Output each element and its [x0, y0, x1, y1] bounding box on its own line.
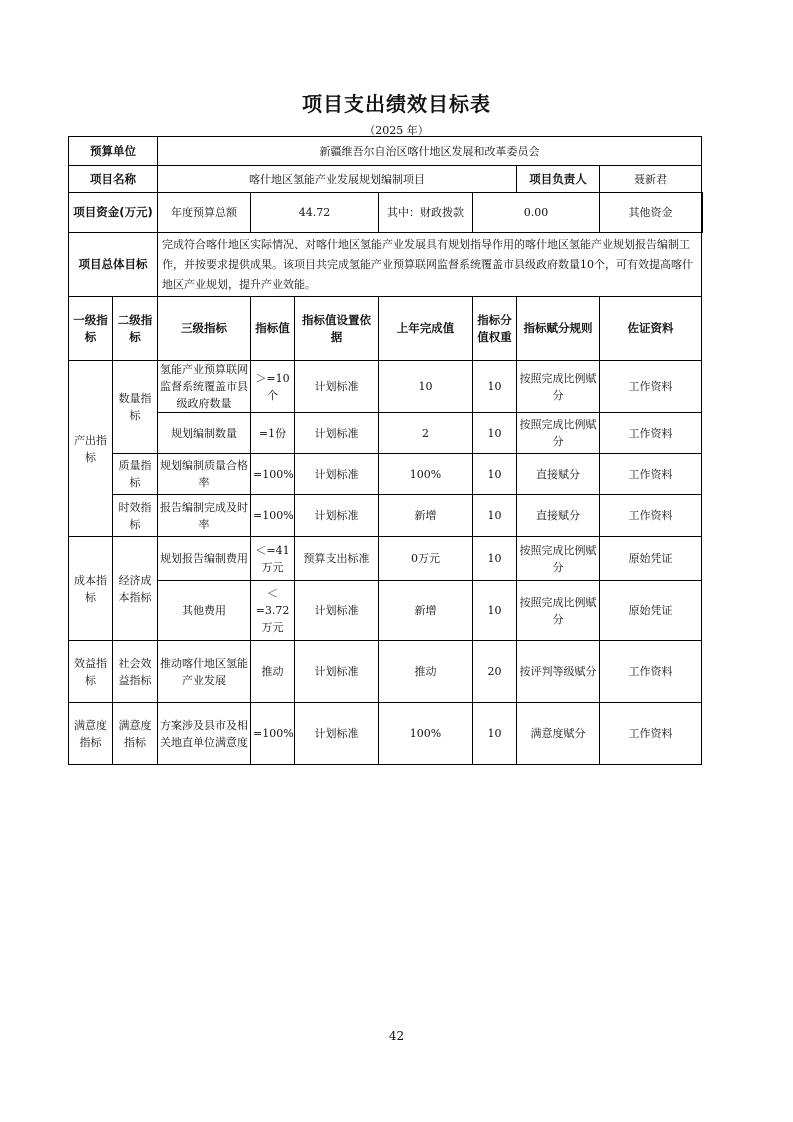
- last-year-cell: 新增: [379, 581, 473, 641]
- evidence-cell: 工作资料: [600, 361, 702, 413]
- indicator-cell: 规划编制质量合格率: [158, 454, 251, 495]
- evidence-cell: 工作资料: [600, 641, 702, 703]
- unit-value: 新疆维吾尔自治区喀什地区发展和改革委员会: [158, 137, 702, 166]
- evidence-cell: 原始凭证: [600, 581, 702, 641]
- header-level3: 三级指标: [158, 297, 251, 361]
- indicator-cell: 规划报告编制费用: [158, 537, 251, 581]
- table-row: [69, 641, 703, 703]
- page-title: 项目支出绩效目标表: [302, 92, 491, 116]
- value-cell: =100%: [251, 703, 295, 765]
- last-year-cell: 推动: [379, 641, 473, 703]
- last-year-cell: 2: [379, 413, 473, 454]
- basis-cell: 计划标准: [295, 495, 379, 537]
- header-level2: 二级指标: [113, 297, 158, 361]
- last-year-cell: 新增: [379, 495, 473, 537]
- unit-label: 预算单位: [69, 137, 158, 166]
- basis-cell: 计划标准: [295, 641, 379, 703]
- project-label: 项目名称: [69, 166, 158, 193]
- page-number: 42: [388, 1029, 405, 1043]
- group-output: 产出指标: [69, 361, 113, 537]
- last-year-cell: 0万元: [379, 537, 473, 581]
- last-year-cell: 100%: [379, 703, 473, 765]
- group-satisfaction-sub: 满意度指标: [113, 703, 158, 765]
- indicator-cell: 方案涉及县市及相关地直单位满意度: [158, 703, 251, 765]
- rule-cell: 按评判等级赋分: [517, 641, 600, 703]
- fiscal-value: 0.00: [473, 193, 600, 233]
- evidence-cell: 工作资料: [600, 495, 702, 537]
- weight-cell: 10: [473, 581, 517, 641]
- basis-cell: 计划标准: [295, 413, 379, 454]
- project-value: 喀什地区氢能产业发展规划编制项目: [158, 166, 517, 193]
- last-year-cell: 100%: [379, 454, 473, 495]
- indicator-cell: 报告编制完成及时率: [158, 495, 251, 537]
- header-value: 指标值: [251, 297, 295, 361]
- header-level1: 一级指标: [69, 297, 113, 361]
- weight-cell: 10: [473, 703, 517, 765]
- other-label: 其他资金: [600, 193, 702, 233]
- header-evidence: 佐证资料: [600, 297, 702, 361]
- indicator-cell: 推动喀什地区氢能产业发展: [158, 641, 251, 703]
- indicator-cell: 氢能产业预算联网监督系统覆盖市县级政府数量: [158, 361, 251, 413]
- value-cell: =100%: [251, 454, 295, 495]
- rule-cell: 满意度赋分: [517, 703, 600, 765]
- rule-cell: 按照完成比例赋分: [517, 413, 600, 454]
- basis-cell: 计划标准: [295, 703, 379, 765]
- basis-cell: 预算支出标准: [295, 537, 379, 581]
- fund-row: [69, 193, 703, 233]
- weight-cell: 10: [473, 454, 517, 495]
- basis-cell: 计划标准: [295, 361, 379, 413]
- indicator-cell: 规划编制数量: [158, 413, 251, 454]
- header-row: [69, 297, 703, 361]
- leader-label: 项目负责人: [517, 166, 600, 193]
- group-timeliness: 时效指标: [113, 495, 158, 537]
- evidence-cell: 工作资料: [600, 703, 702, 765]
- header-basis: 指标值设置依据: [295, 297, 379, 361]
- rule-cell: 按照完成比例赋分: [517, 537, 600, 581]
- value-cell: ＜=3.72万元: [251, 581, 295, 641]
- header-weight: 指标分值权重: [473, 297, 517, 361]
- rule-cell: 直接赋分: [517, 495, 600, 537]
- goal-value: 完成符合喀什地区实际情况、对喀什地区氢能产业发展具有规划指导作用的喀什地区氢能产业规划报告编制工作，并按要求提供成果。该项目共完成氢能产业预算联网监督系统覆盖市县级政府数量10个，可有效提高喀什地区产业规划，提升产业效能。: [158, 233, 702, 297]
- performance-table: [68, 136, 703, 765]
- table-row: [69, 361, 703, 413]
- fiscal-label: 其中：财政拨款: [379, 193, 473, 233]
- last-year-cell: 10: [379, 361, 473, 413]
- weight-cell: 10: [473, 413, 517, 454]
- indicator-cell: 其他费用: [158, 581, 251, 641]
- basis-cell: 计划标准: [295, 454, 379, 495]
- weight-cell: 10: [473, 495, 517, 537]
- group-economic-cost: 经济成本指标: [113, 537, 158, 641]
- project-row: [69, 166, 703, 193]
- weight-cell: 10: [473, 537, 517, 581]
- year-label: （2025 年）: [364, 124, 429, 137]
- group-benefit: 效益指标: [69, 641, 113, 703]
- value-cell: =100%: [251, 495, 295, 537]
- table-row: [69, 413, 703, 454]
- annual-label: 年度预算总额: [158, 193, 251, 233]
- header-last-year: 上年完成值: [379, 297, 473, 361]
- rule-cell: 按照完成比例赋分: [517, 581, 600, 641]
- leader-value: 聂新君: [600, 166, 702, 193]
- table-row: [69, 703, 703, 765]
- value-cell: =1份: [251, 413, 295, 454]
- goal-label: 项目总体目标: [69, 233, 158, 297]
- evidence-cell: 工作资料: [600, 413, 702, 454]
- value-cell: 推动: [251, 641, 295, 703]
- rule-cell: 直接赋分: [517, 454, 600, 495]
- basis-cell: 计划标准: [295, 581, 379, 641]
- fund-label: 项目资金(万元): [69, 193, 158, 233]
- unit-row: [69, 137, 703, 166]
- weight-cell: 10: [473, 361, 517, 413]
- weight-cell: 20: [473, 641, 517, 703]
- group-quality: 质量指标: [113, 454, 158, 495]
- value-cell: ＜=41万元: [251, 537, 295, 581]
- group-satisfaction: 满意度指标: [69, 703, 113, 765]
- other-value: [702, 193, 703, 233]
- table-row: [69, 581, 703, 641]
- rule-cell: 按照完成比例赋分: [517, 361, 600, 413]
- group-quantity: 数量指标: [113, 361, 158, 454]
- annual-value: 44.72: [251, 193, 379, 233]
- value-cell: ＞=10个: [251, 361, 295, 413]
- table-row: [69, 495, 703, 537]
- header-rule: 指标赋分规则: [517, 297, 600, 361]
- table-row: [69, 537, 703, 581]
- goal-row: [69, 233, 703, 297]
- group-cost: 成本指标: [69, 537, 113, 641]
- group-social-benefit: 社会效益指标: [113, 641, 158, 703]
- evidence-cell: 工作资料: [600, 454, 702, 495]
- table-row: [69, 454, 703, 495]
- evidence-cell: 原始凭证: [600, 537, 702, 581]
